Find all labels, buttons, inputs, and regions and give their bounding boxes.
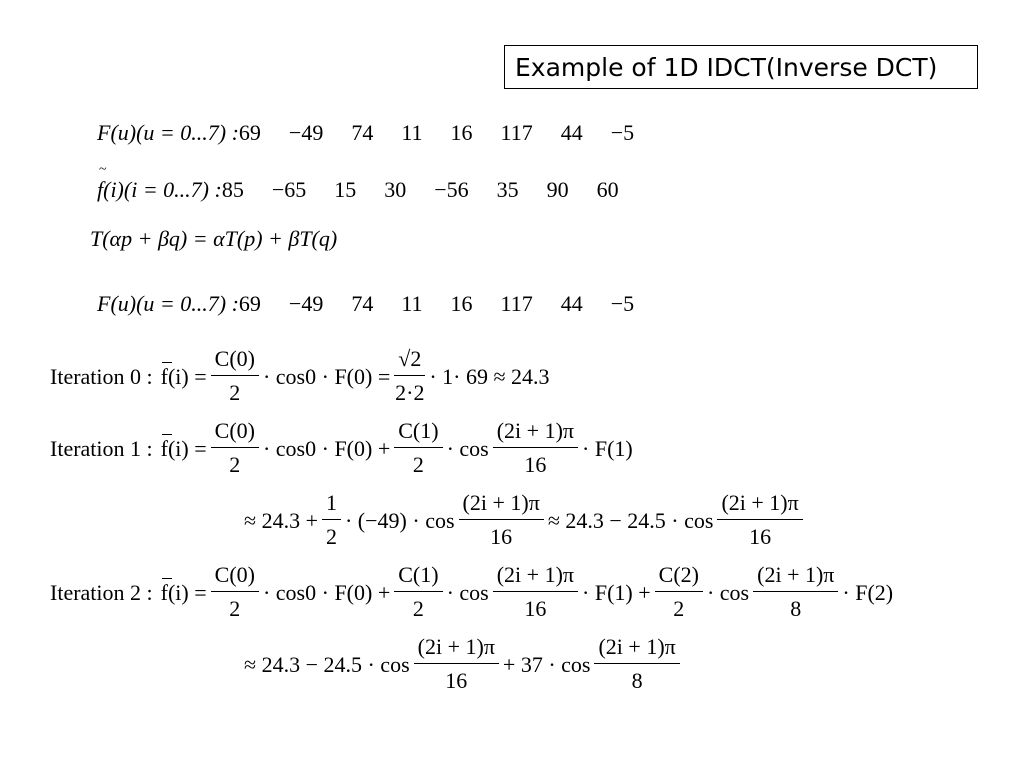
lhs: f(i) = bbox=[160, 363, 207, 389]
fraction bbox=[655, 561, 703, 624]
iteration-0 bbox=[50, 345, 550, 408]
denominator: 2 bbox=[229, 452, 241, 477]
sample-value: 35 bbox=[496, 177, 519, 202]
fraction bbox=[753, 561, 838, 624]
expr-part: · (−49) · cos bbox=[344, 507, 455, 533]
denominator: 8 bbox=[631, 668, 643, 693]
fraction bbox=[493, 417, 578, 480]
sample-value: −65 bbox=[271, 177, 307, 202]
numerator: C(0) bbox=[211, 417, 259, 448]
numerator: √2 bbox=[394, 345, 425, 376]
coeff-values bbox=[239, 291, 662, 317]
lhs: f(i) = bbox=[160, 435, 207, 461]
denominator: 2 bbox=[412, 452, 424, 477]
denominator: 2 bbox=[229, 380, 241, 405]
denominator: 2 bbox=[325, 524, 337, 549]
coeff-value: 11 bbox=[401, 120, 423, 145]
fraction bbox=[594, 633, 679, 696]
coeff-prefix: F(u)(u = 0...7) : bbox=[97, 120, 239, 145]
numerator: 1 bbox=[322, 489, 341, 520]
coeff-value: −49 bbox=[288, 291, 324, 316]
numerator: (2i + 1)π bbox=[459, 489, 544, 520]
coeff-value: 117 bbox=[500, 120, 533, 145]
coeff-value: 117 bbox=[500, 291, 533, 316]
coeff-value: 69 bbox=[238, 120, 261, 145]
fraction bbox=[211, 345, 259, 408]
expr-part: · cos bbox=[446, 435, 489, 461]
sample-value: −56 bbox=[434, 177, 469, 202]
sample-value: 15 bbox=[334, 177, 357, 202]
sample-value: 30 bbox=[384, 177, 407, 202]
denominator: 16 bbox=[524, 596, 547, 621]
denominator: 2 bbox=[229, 596, 241, 621]
iteration-label: Iteration 1 : bbox=[50, 435, 153, 461]
denominator: 16 bbox=[524, 452, 547, 477]
expr-part: ≈ 24.3 + bbox=[244, 507, 318, 533]
samples-row bbox=[97, 177, 647, 203]
coeff-value: 16 bbox=[450, 120, 473, 145]
expr-part: · cos0 · F(0) = bbox=[262, 363, 391, 389]
linearity-equation: T(αp + βq) = αT(p) + βT(q) bbox=[90, 226, 338, 251]
denominator: 8 bbox=[790, 596, 802, 621]
coeff-value: 74 bbox=[351, 120, 374, 145]
expr-part: · cos0 · F(0) + bbox=[262, 435, 391, 461]
denominator: 2 bbox=[412, 596, 424, 621]
numerator: (2i + 1)π bbox=[493, 561, 578, 592]
coeff-value: −5 bbox=[610, 291, 635, 316]
fraction bbox=[211, 561, 259, 624]
coeff-value: 16 bbox=[450, 291, 473, 316]
denominator: 16 bbox=[490, 524, 513, 549]
expr-part: · F(1) bbox=[582, 435, 633, 461]
expr-part: + 37 · cos bbox=[502, 651, 591, 677]
iteration-1-continuation bbox=[244, 489, 807, 552]
fraction bbox=[459, 489, 544, 552]
fraction bbox=[394, 417, 442, 480]
numerator: C(0) bbox=[211, 561, 259, 592]
numerator: (2i + 1)π bbox=[493, 417, 578, 448]
coeff-prefix: F(u)(u = 0...7) : bbox=[97, 291, 239, 316]
denominator: 16 bbox=[749, 524, 772, 549]
numerator: (2i + 1)π bbox=[717, 489, 802, 520]
expr-part: · cos bbox=[706, 579, 750, 605]
coeff-value: −5 bbox=[610, 120, 635, 145]
expr-part: ≈ 24.3 − 24.5 · cos bbox=[244, 651, 410, 677]
coeff-value: 44 bbox=[560, 120, 583, 145]
expr-part: · F(1) + bbox=[582, 579, 651, 605]
fraction bbox=[493, 561, 578, 624]
expr-part: · F(2) bbox=[842, 579, 894, 605]
iteration-2 bbox=[50, 561, 893, 624]
coeff-value: 74 bbox=[351, 291, 374, 316]
numerator: C(1) bbox=[394, 561, 442, 592]
sample-value: 85 bbox=[221, 177, 244, 202]
coeff-value: 44 bbox=[560, 291, 583, 316]
denominator: 2 bbox=[673, 596, 685, 621]
expr-part: · 1· 69 ≈ 24.3 bbox=[429, 363, 550, 389]
fraction bbox=[211, 417, 259, 480]
coefficients-row-1 bbox=[97, 120, 662, 146]
coeff-value: −49 bbox=[288, 120, 324, 145]
numerator: C(1) bbox=[394, 417, 442, 448]
samples-prefix: ~ f(i)(i = 0...7) : bbox=[97, 177, 222, 203]
numerator: (2i + 1)π bbox=[753, 561, 838, 592]
slide-title: Example of 1D IDCT(Inverse DCT) bbox=[504, 45, 978, 89]
fraction bbox=[414, 633, 499, 696]
coeff-value: 69 bbox=[238, 291, 261, 316]
fraction bbox=[394, 345, 425, 408]
numerator: (2i + 1)π bbox=[594, 633, 679, 664]
numerator: C(2) bbox=[655, 561, 703, 592]
expr-part: · cos0 · F(0) + bbox=[262, 579, 391, 605]
samples-values bbox=[222, 177, 647, 203]
sample-value: 60 bbox=[596, 177, 619, 202]
numerator: (2i + 1)π bbox=[414, 633, 499, 664]
iteration-label: Iteration 0 : bbox=[50, 363, 153, 389]
denominator: 2·2 bbox=[395, 380, 425, 405]
numerator: C(0) bbox=[211, 345, 259, 376]
denominator: 16 bbox=[445, 668, 468, 693]
fraction bbox=[717, 489, 802, 552]
coeff-values bbox=[239, 120, 662, 146]
iteration-label: Iteration 2 : bbox=[50, 579, 153, 605]
expr-part: · cos bbox=[446, 579, 489, 605]
lhs: f(i) = bbox=[160, 579, 207, 605]
iteration-2-continuation bbox=[244, 633, 684, 696]
coeff-value: 11 bbox=[401, 291, 423, 316]
fraction bbox=[394, 561, 442, 624]
coefficients-row-2 bbox=[97, 291, 662, 317]
fraction bbox=[322, 489, 341, 552]
expr-part: ≈ 24.3 − 24.5 · cos bbox=[547, 507, 714, 533]
sample-value: 90 bbox=[546, 177, 569, 202]
iteration-1 bbox=[50, 417, 633, 480]
